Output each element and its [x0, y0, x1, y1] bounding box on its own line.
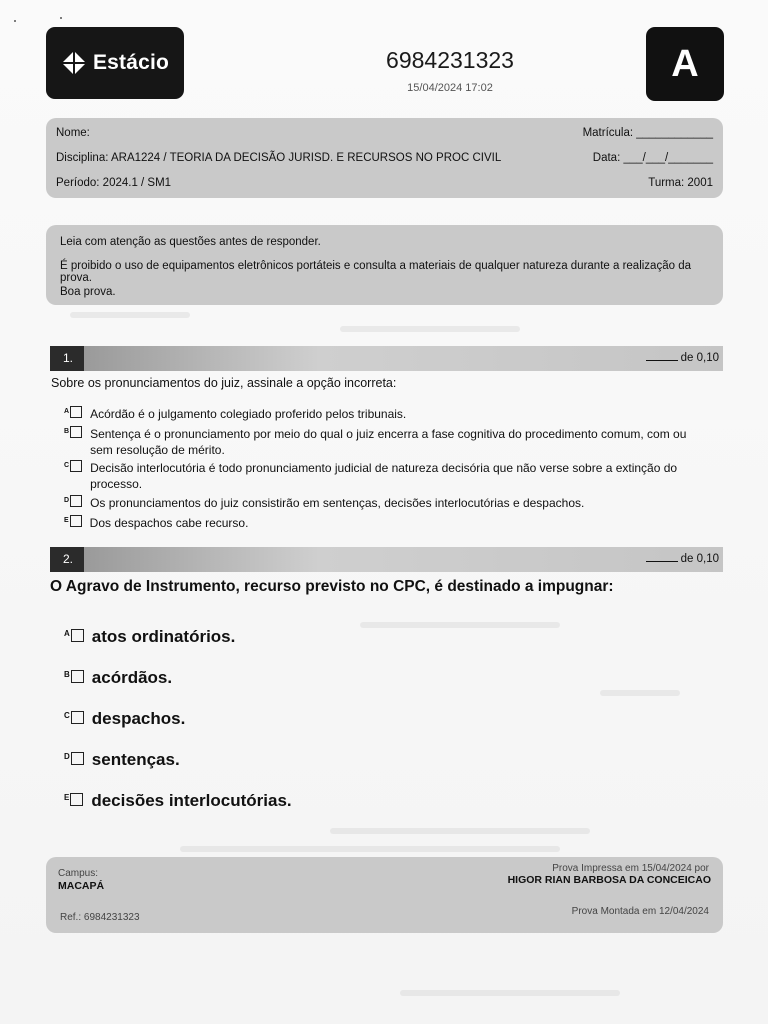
- question-score: de 0,10: [646, 553, 719, 565]
- option-checkbox[interactable]: [71, 752, 84, 765]
- option-checkbox[interactable]: [70, 426, 82, 438]
- option-letter: B: [64, 428, 70, 435]
- q2-option-e[interactable]: [64, 793, 701, 811]
- scan-speck: [60, 17, 62, 19]
- instruction-line: Boa prova.: [60, 286, 116, 298]
- estacio-logo: [46, 27, 184, 99]
- instruction-line: Leia com atenção as questões antes de responder.: [60, 236, 321, 248]
- campus-label: Campus:: [58, 868, 99, 879]
- data-label: Data: ___/___/_______: [592, 152, 713, 164]
- option-checkbox[interactable]: [70, 515, 82, 527]
- question-score: de 0,10: [646, 352, 719, 364]
- option-checkbox[interactable]: [70, 495, 82, 507]
- reference-code: Ref.: 6984231323: [60, 912, 140, 923]
- question-number: 1.: [63, 351, 74, 365]
- mounted-date: Prova Montada em 12/04/2024: [571, 906, 709, 917]
- nome-label: Nome:: [56, 127, 90, 139]
- question-number: 2.: [63, 552, 74, 566]
- q2-option-a[interactable]: [64, 629, 702, 647]
- option-text: acórdãos.: [91, 668, 173, 687]
- exam-datetime: 15/04/2024 17:02: [407, 82, 493, 94]
- q1-option-d[interactable]: [64, 495, 700, 511]
- option-letter: C: [64, 711, 70, 720]
- q1-option-e[interactable]: [64, 515, 700, 531]
- q1-option-b[interactable]: [64, 426, 700, 458]
- student-info-panel: [46, 118, 723, 198]
- question-2-bar: [50, 547, 723, 572]
- option-letter: E: [64, 793, 70, 802]
- q2-option-c[interactable]: [64, 711, 702, 729]
- option-text: sentenças.: [91, 750, 180, 769]
- option-text: decisões interlocutórias.: [91, 791, 292, 810]
- option-text: Decisão interlocutória é todo pronunciamento judicial de natureza decisória que não verse sobre a extinção do processo.: [90, 461, 678, 491]
- option-letter: C: [64, 462, 70, 469]
- disciplina-text: Disciplina: ARA1224 / TEORIA DA DECISÃO JURISD. E RECURSOS NO PROC CIVIL: [56, 152, 502, 164]
- option-letter: A: [64, 629, 70, 638]
- option-letter: B: [64, 670, 70, 679]
- question-2-text: O Agravo de Instrumento, recurso previsto no CPC, é destinado a impugnar:: [50, 578, 614, 595]
- option-checkbox[interactable]: [71, 629, 84, 642]
- option-letter: D: [64, 497, 70, 504]
- q2-option-b[interactable]: [64, 670, 702, 688]
- instruction-line: É proibido o uso de equipamentos eletrônicos portáteis e consulta a materiais de qualquer natureza durante a realização da prova.: [60, 260, 691, 284]
- estacio-diamond-icon: [61, 50, 87, 76]
- printed-label: Prova Impressa em 15/04/2024 por: [552, 863, 709, 874]
- footer-panel: [46, 857, 723, 933]
- periodo-text: Período: 2024.1 / SM1: [56, 177, 172, 189]
- instructions-panel: [46, 225, 723, 305]
- question-1-bar: [50, 346, 723, 371]
- version-badge: A: [646, 27, 724, 101]
- turma-text: Turma: 2001: [648, 177, 713, 189]
- question-1-text: Sobre os pronunciamentos do juiz, assinale a opção incorreta:: [51, 376, 397, 390]
- option-text: despachos.: [91, 709, 186, 728]
- option-letter: A: [64, 408, 70, 415]
- printed-by: HIGOR RIAN BARBOSA DA CONCEICAO: [507, 874, 711, 886]
- option-text: Dos despachos cabe recurso.: [89, 516, 249, 530]
- option-checkbox[interactable]: [70, 460, 82, 472]
- option-letter: D: [64, 752, 70, 761]
- option-checkbox[interactable]: [71, 711, 84, 724]
- option-text: Os pronunciamentos do juiz consistirão em sentenças, decisões interlocutórias e despachos.: [90, 496, 585, 510]
- logo-text: Estácio: [92, 51, 170, 74]
- q2-option-d[interactable]: [64, 752, 702, 770]
- option-checkbox[interactable]: [70, 406, 82, 418]
- option-text: Acórdão é o julgamento colegiado proferido pelos tribunais.: [90, 407, 407, 421]
- scan-speck: [14, 20, 16, 22]
- matricula-label: Matrícula: ____________: [582, 127, 713, 139]
- q1-option-c[interactable]: [64, 460, 700, 492]
- option-text: atos ordinatórios.: [91, 627, 236, 646]
- option-checkbox[interactable]: [70, 793, 83, 806]
- option-text: Sentença é o pronunciamento por meio do qual o juiz encerra a fase cognitiva do procedimento comum, com ou sem resolução de mérito.: [90, 427, 687, 457]
- option-letter: E: [64, 517, 69, 524]
- option-checkbox[interactable]: [71, 670, 84, 683]
- campus-name: MACAPÁ: [58, 880, 105, 892]
- exam-code: 6984231323: [386, 47, 514, 73]
- q1-option-a[interactable]: [64, 406, 700, 422]
